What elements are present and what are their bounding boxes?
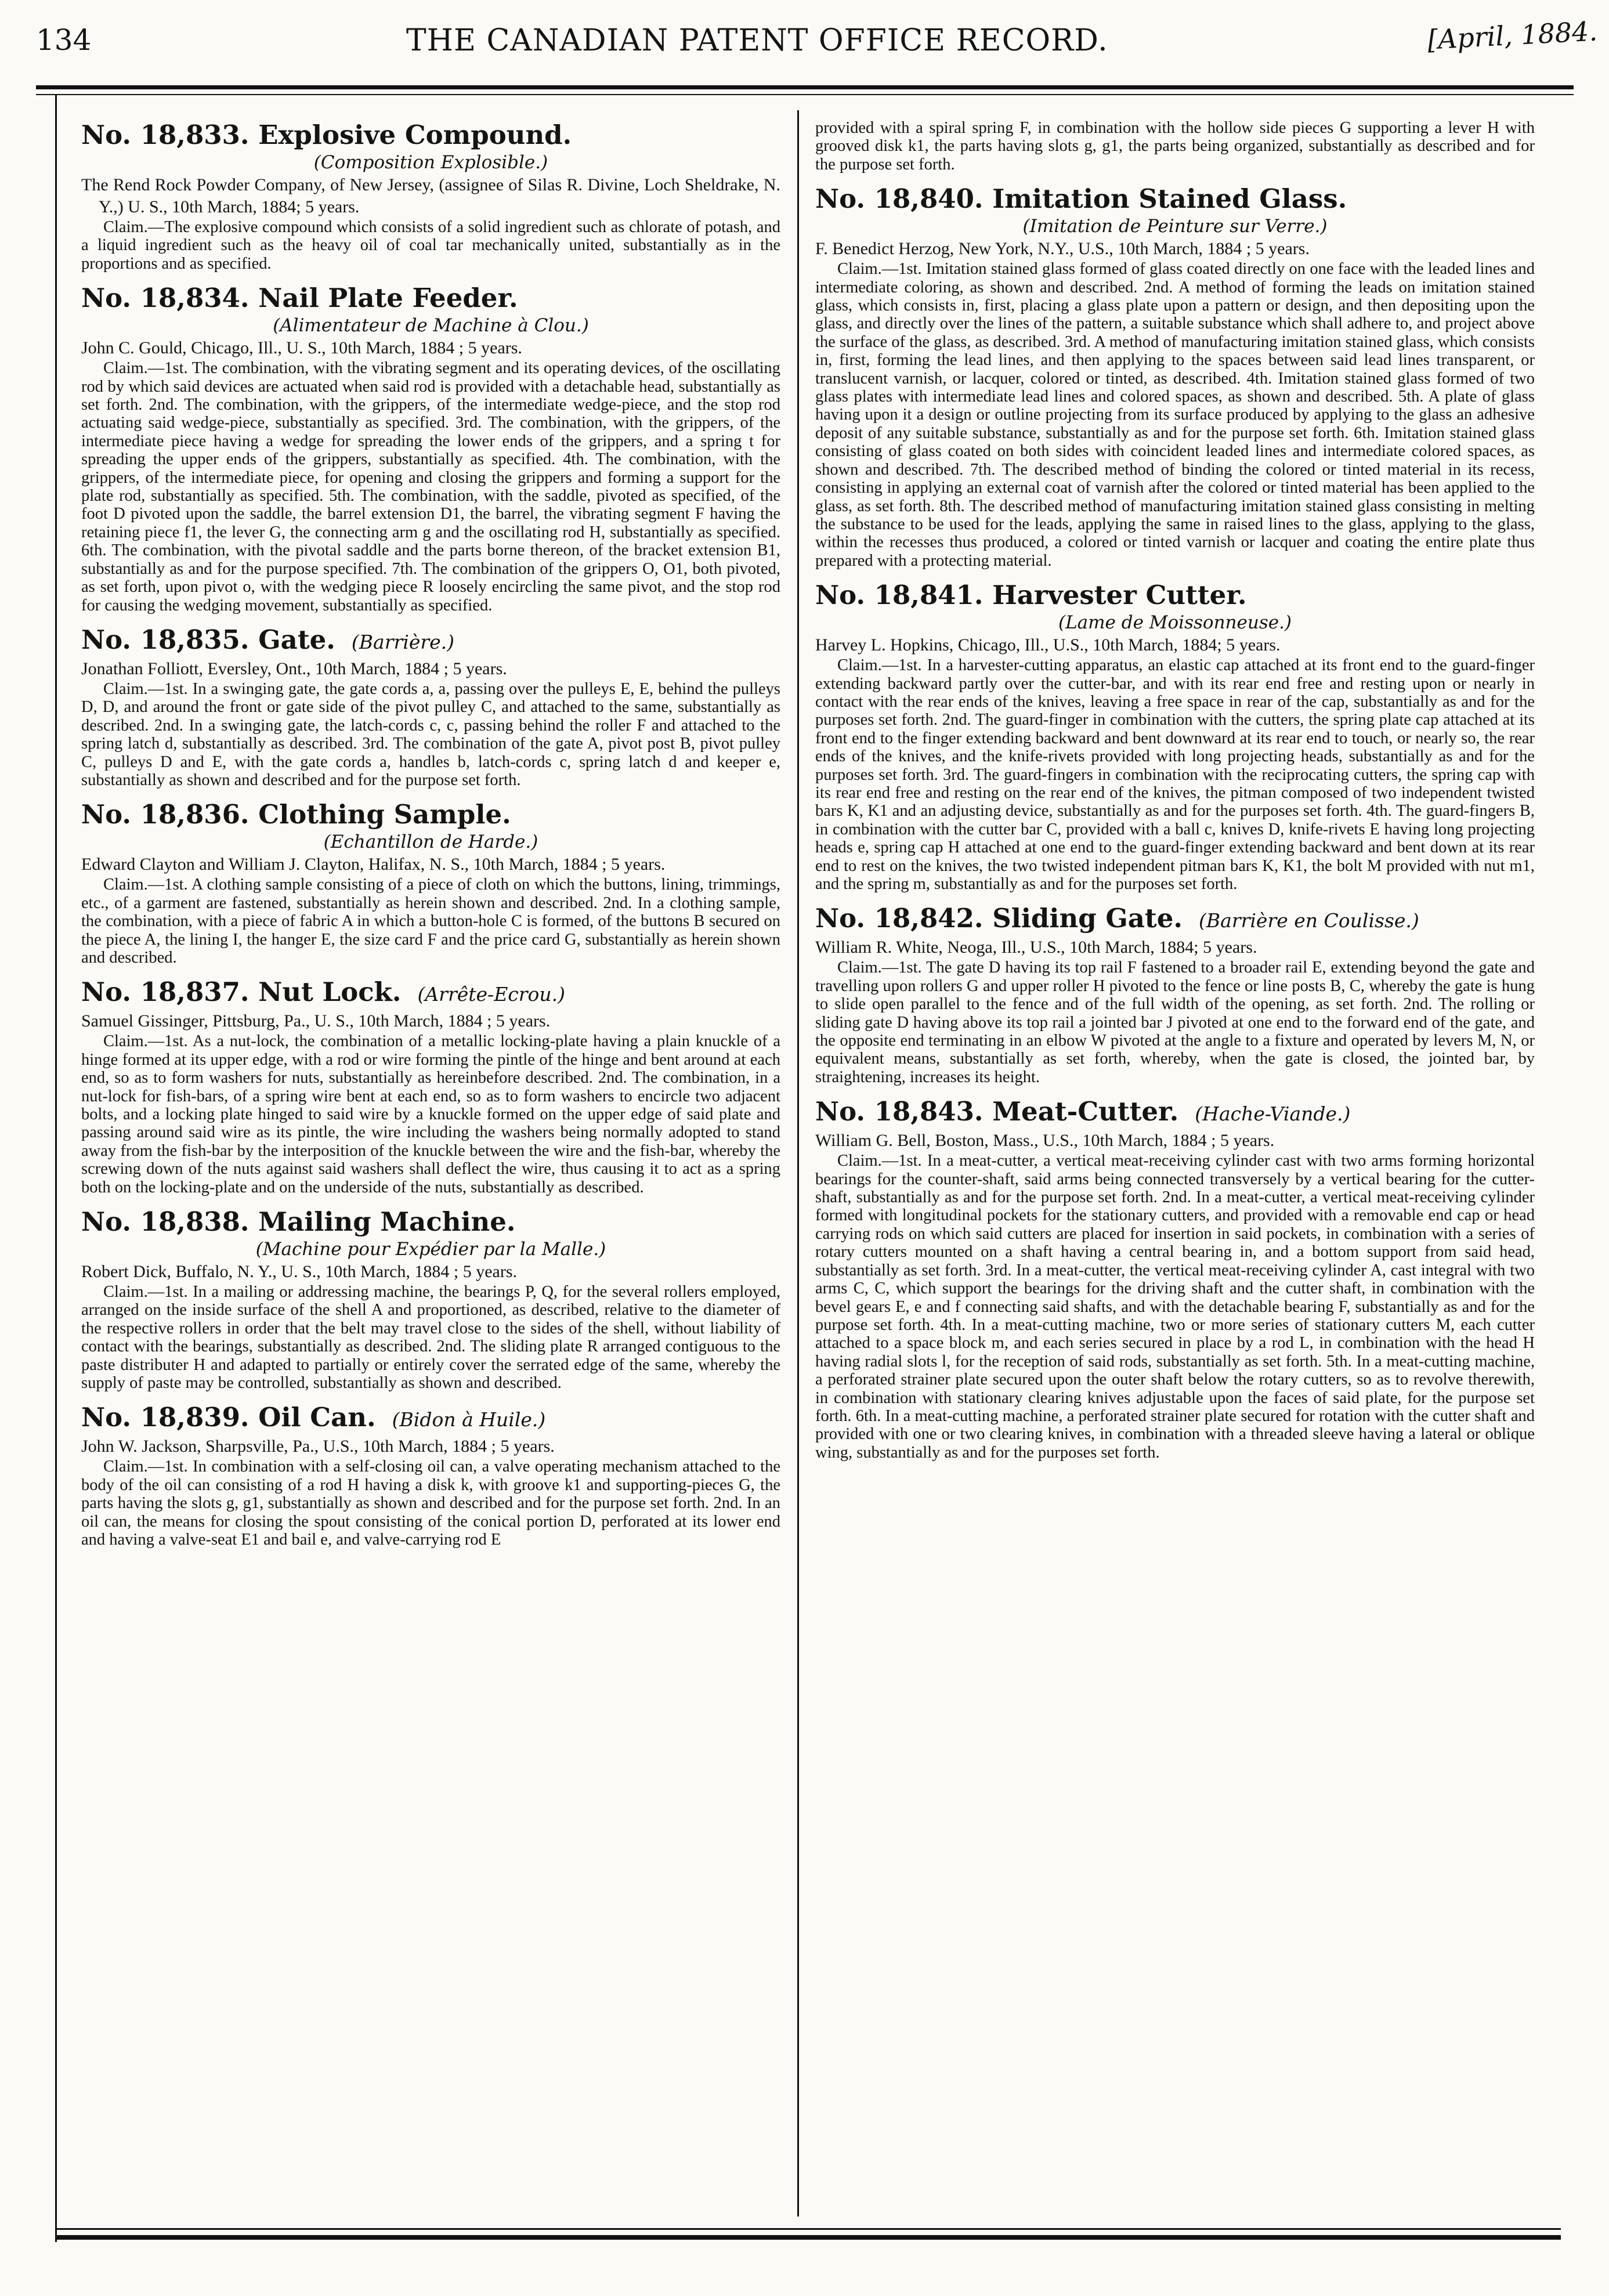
patent-entry — [81, 1206, 780, 1392]
french-title: (Arrête-Ecrou.) — [417, 983, 566, 1006]
patent-title: Oil Can. — [258, 1402, 376, 1433]
patentee-line: John W. Jackson, Sharpsville, Pa., U.S., 10th March, 1884 ; 5 years. — [81, 1437, 555, 1456]
patent-entry — [81, 976, 780, 1196]
claim-text: Claim.—1st. In a mailing or addressing machine, the bearings P, Q, for the several rollers employed, arranged on the inside surface of the shell A and proportioned, as described, relative to the diameter of the respective rollers in order that the belt may travel close to the sides of the shell, without liability of contact with the bearings, substantially as described. 2nd. The sliding plate R arranged contiguous to the paste distributer H and adapted to partially or entirely cover the serrated edge of the same, whereby the supply of paste may be controlled, substantially as shown and described. — [81, 1283, 780, 1393]
patent-title: Clothing Sample. — [258, 799, 511, 830]
patent-entry — [815, 1095, 1535, 1462]
patent-entry — [815, 902, 1535, 1086]
right-entries — [815, 183, 1535, 1462]
patentee-line: William R. White, Neoga, Ill., U.S., 10th March, 1884; 5 years. — [815, 938, 1257, 957]
french-title: (Lame de Moissonneuse.) — [1058, 612, 1292, 634]
patent-title: Mailing Machine. — [258, 1206, 516, 1238]
patentee-line: John C. Gould, Chicago, Ill., U. S., 10th March, 1884 ; 5 years. — [81, 338, 522, 358]
patentee-line: Harvey L. Hopkins, Chicago, Ill., U.S., 10th March, 1884; 5 years. — [815, 635, 1281, 655]
patent-heading — [81, 1401, 780, 1436]
claim-text: Claim.—1st. In a harvester-cutting apparatus, an elastic cap attached at its front end to the guard-finger extending backward partly over the cutter-bar, and with its rear end free and resting upon or nearly in contact with the rear ends of the knives, leaving a free space in rear of the cap, substantially as and for the purposes set forth. 2nd. The guard-finger in combination with the cutters, the spring plate cap attached at its front end to the finger extending backward and bent downward at its rear end to touch, or nearly so, the rear ends of the knives, and the knife-rivets provided with long projecting heads, substantially as and for the purposes set forth. 3rd. The guard-fingers in combination with the reciprocating cutters, the spring cap with its rear end free and resting on the rear end of the knives, the pitman composed of two independent twisted bars K, K1 and an adjusting device, substantially as and for the purposes set forth. 4th. The guard-fingers B, in combination with the cutter bar C, provided with a ball c, knives D, knife-rivets E having long projecting heads e, spring cap H attached at one end to the guard-finger extending backward and bent down at its rear end to rest on the knives, the two twisted independent pitman bars K, K1, the bolt M provided with nut m1, and the spring m, substantially as and for the purposes set forth. — [815, 656, 1535, 893]
patent-number: No. 18,843. — [815, 1096, 984, 1127]
patent-entry — [815, 579, 1535, 893]
claim-text: Claim.—1st. In a swinging gate, the gate cords a, a, passing over the pulleys E, E, behind the pulleys D, D, and around the front or gate side of the pivot pulley C, and attached to the same, substantially as described. 2nd. In a swinging gate, the latch-cords c, c, passing behind the roller F and attached to the spring latch d, substantially as described. 3rd. The combination of the gate A, pivot post B, pivot pulley C, pulleys D and E, with the gate cords a, handles b, latch-cords c, spring latch d and keeper e, substantially as shown and described and for the purpose set forth. — [81, 679, 780, 789]
patent-entry — [81, 624, 780, 789]
claim-text: Claim.—1st. A clothing sample consisting of a piece of cloth on which the buttons, lining, trimmings, etc., of a garment are fastened, substantially as herein shown and described. 2nd. In a clothing sample, the combination, with a piece of fabric A in which a button-hole C is formed, of the buttons B secured on the piece A, the lining I, the hanger E, the size card F and the price card G, substantially as herein shown and described. — [81, 876, 780, 967]
left-border — [55, 95, 57, 2242]
claim-text: Claim.—1st. In combination with a self-closing oil can, a valve operating mechanism attached to the body of the oil can consisting of a rod H having a disk k, with groove k1 and supporting-pieces G, the parts having the slots g, g1, substantially as shown and described and for the purpose set forth. 2nd. In an oil can, the means for closing the spout consisting of the conical portion D, perforated at its lower end and having a valve-seat E1 and bail e, and valve-carrying rod E — [81, 1458, 780, 1549]
french-title: (Echantillon de Harde.) — [323, 831, 538, 853]
french-title: (Hache-Viande.) — [1195, 1102, 1351, 1126]
claim-text: Claim.—The explosive compound which consists of a solid ingredient such as chlorate of potash, and a liquid ingredient such as the heavy oil of coal tar mechanically united, substantially as in the proportions and as specified. — [81, 218, 780, 273]
page-number: 134 — [36, 23, 92, 57]
patent-title: Explosive Compound. — [258, 120, 572, 150]
patent-number: No. 18,837. — [81, 977, 250, 1008]
french-title: (Imitation de Peinture sur Verre.) — [1022, 216, 1328, 237]
claim-text: Claim.—1st. In a meat-cutter, a vertical meat-receiving cylinder cast with two arms forming horizontal bearings for the counter-shaft, said arms being connected transversely by a vertical bearing for the cutter-shaft, substantially as and for the purpose set forth. 2nd. In a meat-cutter, a vertical meat-receiving cylinder formed with longitudinal pockets for the stationary cutters, and provided with a removable end cap or head carrying rods on which said cutters are placed for insertion in said pockets, in combination with a series of rotary cutters mounted on a shaft having a central bearing in, and a bottom support from said head, substantially as set forth. 3rd. In a meat-cutter, the vertical meat-receiving cylinder A, cast integral with two arms C, C, which support the bearings for the driving shaft and the cutter shaft, in combination with the bevel gears E, e and f connecting said shafts, and with the detachable bearing F, substantially as and for the purpose set forth. 4th. In a meat-cutting machine, two or more series of stationary cutters M, each cutter attached to a space block m, and each series secured in place by a rod L, in combination with the head H having radial slots l, for the reception of said rods, substantially as set forth. 5th. In a meat-cutting machine, a perforated strainer plate secured upon the outer shaft below the rotary cutters, so as to revolve therewith, in combination with stationary clearing knives adjustable upon the faces of said plate, for the purpose set forth. 6th. In a meat-cutting machine, a perforated strainer plate secured for rotation with the cutter shaft and provided with one or two clearing knives, in combination with a threaded sleeve having a lateral or oblique wing, substantially as and for the purposes set forth. — [815, 1152, 1535, 1462]
column-divider — [797, 110, 799, 2217]
patent-heading — [815, 1095, 1535, 1130]
patent-heading — [815, 902, 1535, 937]
patent-entry — [815, 183, 1535, 570]
patent-heading — [81, 624, 780, 658]
patent-number: No. 18,834. — [81, 283, 250, 314]
patent-heading — [81, 976, 780, 1010]
patent-heading — [81, 798, 780, 830]
french-title: (Alimentateur de Machine à Clou.) — [273, 315, 589, 337]
patent-title: Harvester Cutter. — [992, 580, 1247, 611]
patentee-line: Edward Clayton and William J. Clayton, Halifax, N. S., 10th March, 1884 ; 5 years. — [81, 855, 666, 874]
claim-text: Claim.—1st. Imitation stained glass formed of glass coated directly on one face with the leaded lines and intermediate coloring, as shown and described. 2nd. A method of forming the leads on imitation stained glass, which consists in, first, placing a glass plate upon a pattern or design, and then depositing upon the glass, and directly over the lines of the pattern, a suitable substance which shall adhere to, and project above the surface of the glass, as described. 3rd. A method of manufacturing imitation stained glass, which consists in, first, forming the lead lines, and then applying to the spaces between said lead lines transparent, or translucent varnish, or lacquer, colored or tinted, as described. 4th. Imitation stained glass formed of two glass plates with intermediate lead lines and colored spaces, as shown and described. 5th. A plate of glass having upon it a design or outline projecting from its surface produced by applying to the glass an adhesive deposit of any suitable substance, substantially as and for the purpose set forth. 6th. Imitation stained glass consisting of glass coated on both sides with coincident leaded lines and intermediate colored spaces, as shown and described. 7th. The described method of binding the colored or tinted material in its recess, consisting in applying an external coat of varnish after the colored or tinted material has been applied to the glass, as set forth. 8th. The described method of manufacturing imitation stained glass consisting in melting the substance to be used for the leads, applying the same in raised lines to the glass, applying to the glass, within the recesses thus produced, a colored or tinted varnish or lacquer and coating the entire plate thus prepared with a protecting material. — [815, 260, 1535, 570]
claim-text: Claim.—1st. The gate D having its top rail F fastened to a broader rail E, extending beyond the gate and travelling upon rollers G and upper roller H pivoted to the fence or line posts B, C, whereby the gate is hung to slide open parallel to the fence and of the full width of the opening, as set forth. 2nd. The rolling or sliding gate D having above its top rail a jointed bar J pivoted at one end to the forward end of the gate, and the opposite end terminating in an elbow W pivoted at the angle to a fixture and operated by levers M, N, or equivalent means, substantially as set forth, whereby, when the gate is closed, the jointed bar, by straightening, increases its height. — [815, 959, 1535, 1086]
page-title: THE CANADIAN PATENT OFFICE RECORD. — [406, 23, 1108, 58]
french-title: (Composition Explosible.) — [313, 152, 548, 173]
patent-title: Gate. — [258, 624, 335, 655]
patent-title: Nail Plate Feeder. — [258, 283, 518, 314]
patent-number: No. 18,840. — [815, 183, 984, 215]
patentee-line: Robert Dick, Buffalo, N. Y., U. S., 10th March, 1884 ; 5 years. — [81, 1262, 518, 1282]
right-column — [815, 119, 1535, 2202]
patent-number: No. 18,833. — [81, 120, 250, 150]
patent-title: Sliding Gate. — [992, 903, 1183, 934]
patent-number: No. 18,838. — [81, 1206, 250, 1238]
patent-number: No. 18,839. — [81, 1402, 250, 1433]
patent-entry — [81, 282, 780, 614]
patent-title: Imitation Stained Glass. — [992, 183, 1347, 215]
patentee-line: Samuel Gissinger, Pittsburg, Pa., U. S., 10th March, 1884 ; 5 years. — [81, 1011, 551, 1031]
claim-text: Claim.—1st. As a nut-lock, the combination of a metallic locking-plate having a plain knuckle of a hinge formed at its upper edge, with a rod or wire forming the pintle of the hinge and bent around at each end, so as to form washers for nuts, substantially as hereinbefore described. 2nd. The combination, in a nut-lock for fish-bars, of a spring wire bent at each end, so as to form washers to encircle two adjacent bolts, and a locking plate hinged to said wire by a knuckle formed on the upper edge of said plate and passing around said wire as its pintle, the wire including the washers being normally adopted to stand away from the fish-bar by the interposition of the knuckle between the wire and the fish-bar, whereby the screwing down of the nuts against said washers shall deflect the wire, thus causing it to act as a spring both on the locking-plate and on the underside of the nuts, substantially as described. — [81, 1032, 780, 1196]
patent-entry — [81, 119, 780, 273]
patent-number: No. 18,841. — [815, 580, 984, 611]
french-title: (Bidon à Huile.) — [392, 1408, 546, 1431]
header-rule-thick — [36, 85, 1574, 89]
patent-entry — [81, 1401, 780, 1549]
issue-date: [April, 1884. — [1426, 15, 1599, 56]
patent-heading — [815, 579, 1535, 611]
patentee-line: The Rend Rock Powder Company, of New Jersey, (assignee of Silas R. Divine, Loch Sheldrake, N. Y.,) U. S., 10th March, 1884; 5 years. — [81, 175, 780, 216]
french-title: (Barrière.) — [351, 630, 455, 653]
footer-rule-thin — [55, 2228, 1561, 2230]
patent-entry — [81, 798, 780, 967]
patentee-line: Jonathan Folliott, Eversley, Ont., 10th March, 1884 ; 5 years. — [81, 659, 507, 678]
patent-heading — [81, 1206, 780, 1238]
claim-text: Claim.—1st. The combination, with the vibrating segment and its operating devices, of the oscillating rod by which said devices are actuated when said rod is provided with a detachable head, substantially as set forth. 2nd. The combination, with the grippers, of the intermediate wedge-piece, and the stop rod actuating said wedge-piece, substantially as specified. 3rd. The combination, with the grippers, of the intermediate piece having a wedge for spreading the lower ends of the grippers, and a spring t for spreading the upper ends of the grippers, substantially as specified. 4th. The combination, with the grippers, of the intermediate piece, for opening and closing the grippers and forming a support for the plate rod, substantially as specified. 5th. The combination, with the saddle, pivoted as specified, of the foot D pivoted upon the saddle, the barrel extension D1, the barrel, the vibrating segment F having the retaining piece f1, the lever G, the connecting arm g and the oscillating rod H, substantially as specified. 6th. The combination, with the pivotal saddle and the parts borne thereon, of the bracket extension B1, substantially as and for the purpose specified. 7th. The combination of the grippers O, O1, both pivoted, as set forth, upon pivot o, with the wedging piece R loosely encircling the same pivot, and the stop rod for causing the wedging movement, substantially as specified. — [81, 359, 780, 614]
patent-heading — [81, 119, 780, 151]
patent-heading — [81, 282, 780, 314]
patentee-line: F. Benedict Herzog, New York, N.Y., U.S., 10th March, 1884 ; 5 years. — [815, 239, 1310, 259]
french-title: (Barrière en Coulisse.) — [1199, 909, 1419, 932]
french-title: (Machine pour Expédier par la Malle.) — [255, 1239, 606, 1260]
patent-title: Nut Lock. — [258, 977, 402, 1008]
footer-rule-thick — [55, 2235, 1561, 2240]
patent-number: No. 18,835. — [81, 624, 250, 655]
continued-claim-text: provided with a spiral spring F, in combination with the hollow side pieces G supporting a lever H with grooved disk k1, the parts having slots g, g1, the parts being organized, substantially as described and for the purpose set forth. — [815, 119, 1535, 173]
header-rule-thin — [36, 94, 1574, 95]
patent-number: No. 18,836. — [81, 799, 250, 830]
patent-title: Meat-Cutter. — [992, 1096, 1179, 1127]
patent-number: No. 18,842. — [815, 903, 984, 934]
patentee-line: William G. Bell, Boston, Mass., U.S., 10th March, 1884 ; 5 years. — [815, 1131, 1275, 1151]
left-column — [81, 119, 780, 2202]
patent-heading — [815, 183, 1535, 215]
